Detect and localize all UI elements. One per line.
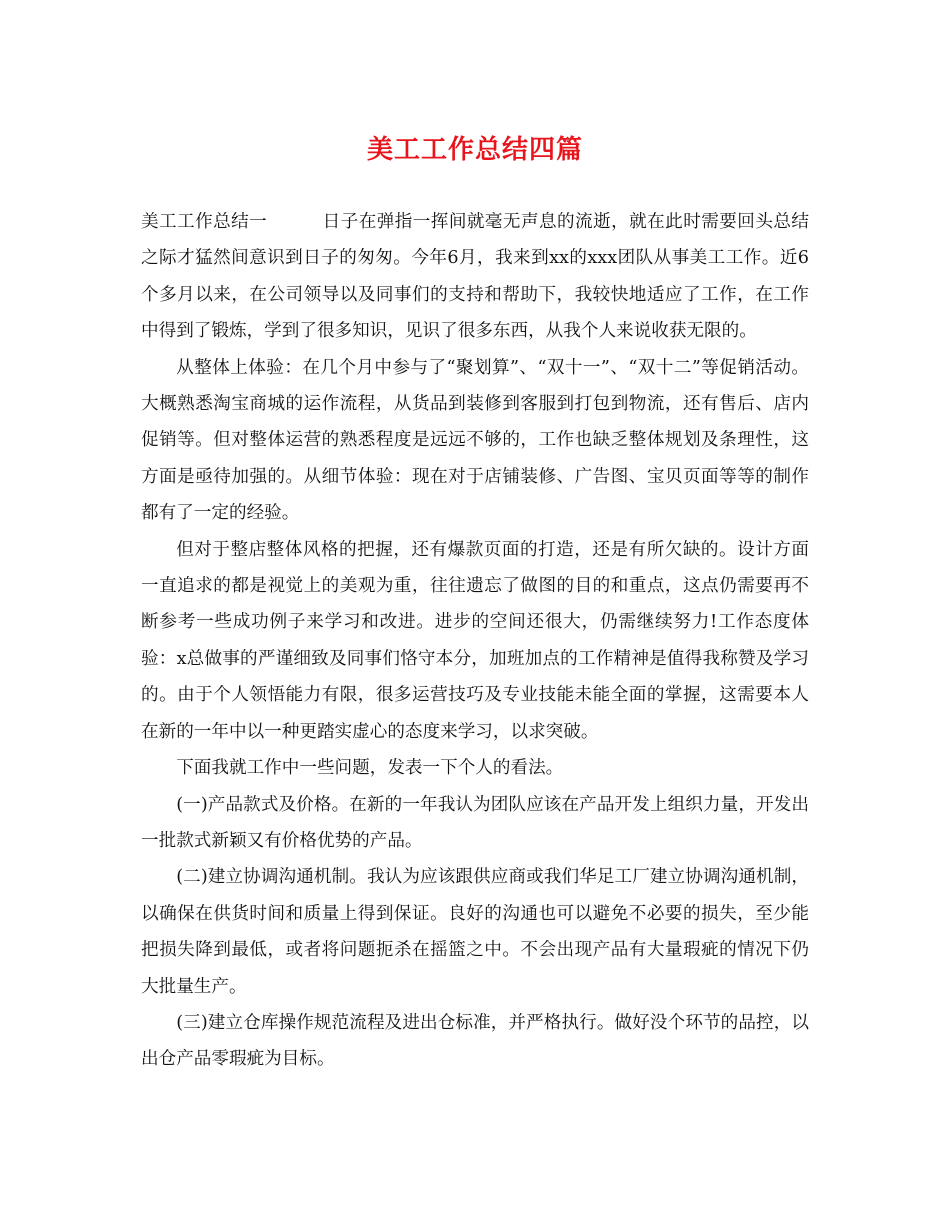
section-label: 美工工作总结一 [141,212,268,232]
paragraph: 但对于整店整体风格的把握，还有爆款页面的打造，还是有所欠缺的。设计方面一直追求的都是视觉上的美观为重，往往遗忘了做图的目的和重点，这点仍需要再不断参考一些成功例子来学习和改进。进步的空间还很大，仍需继续努力!工作态度体验：x总做事的严谨细致及同事们恪守本分，加班加点的工作精神是值得我称赞及学习的。由于个人领悟能力有限，很多运营技巧及专业技能未能全面的掌握，这需要本人在新的一年中以一种更踏实虚心的态度来学习，以求突破。 [141,539,809,742]
paragraph: (三)建立仓库操作规范流程及进出仓标准，并严格执行。做好没个环节的品控，以出仓产品零瑕疵为目标。 [141,1012,809,1070]
paragraph-intro [141,204,809,350]
document-title: 美工工作总结四篇 [366,135,583,165]
paragraph: (二)建立协调沟通机制。我认为应该跟供应商或我们华足工厂建立协调沟通机制，以确保在供货时间和质量上得到保证。良好的沟通也可以避免不必要的损失，至少能把损失降到最低，或者将问题扼杀在摇篮之中。不会出现产品有大量瑕疵的情况下仍大批量生产。 [141,867,809,997]
paragraph: (一)产品款式及价格。在新的一年我认为团队应该在产品开发上组织力量，开发出一批款式新颖又有价格优势的产品。 [141,794,809,851]
document-body [141,204,809,1078]
paragraph: 下面我就工作中一些问题，发表一下个人的看法。 [176,758,564,779]
paragraph: 从整体上体验：在几个月中参与了“聚划算”、“双十一”、“双十二”等促销活动。大概熟悉淘宝商城的运作流程，从货品到装修到客服到打包到物流，还有售后、店内促销等。但对整体运营的熟悉程度是远远不够的，工作也缺乏整体规划及条理性，这方面是亟待加强的。从细节体验：现在对于店铺装修、广告图、宝贝页面等等的制作都有了一定的经验。 [141,357,809,524]
paragraph-text: 日子在弹指一挥间就毫无声息的流逝，就在此时需要回头总结之际才猛然间意识到日子的匆匆。今年6月，我来到xx的xxx团队从事美工工作。近6个多月以来，在公司领导以及同事们的支持和帮助下，我较快地适应了工作，在工作中得到了锻炼，学到了很多知识，见识了很多东西，从我个人来说收获无限的。 [141,212,809,342]
